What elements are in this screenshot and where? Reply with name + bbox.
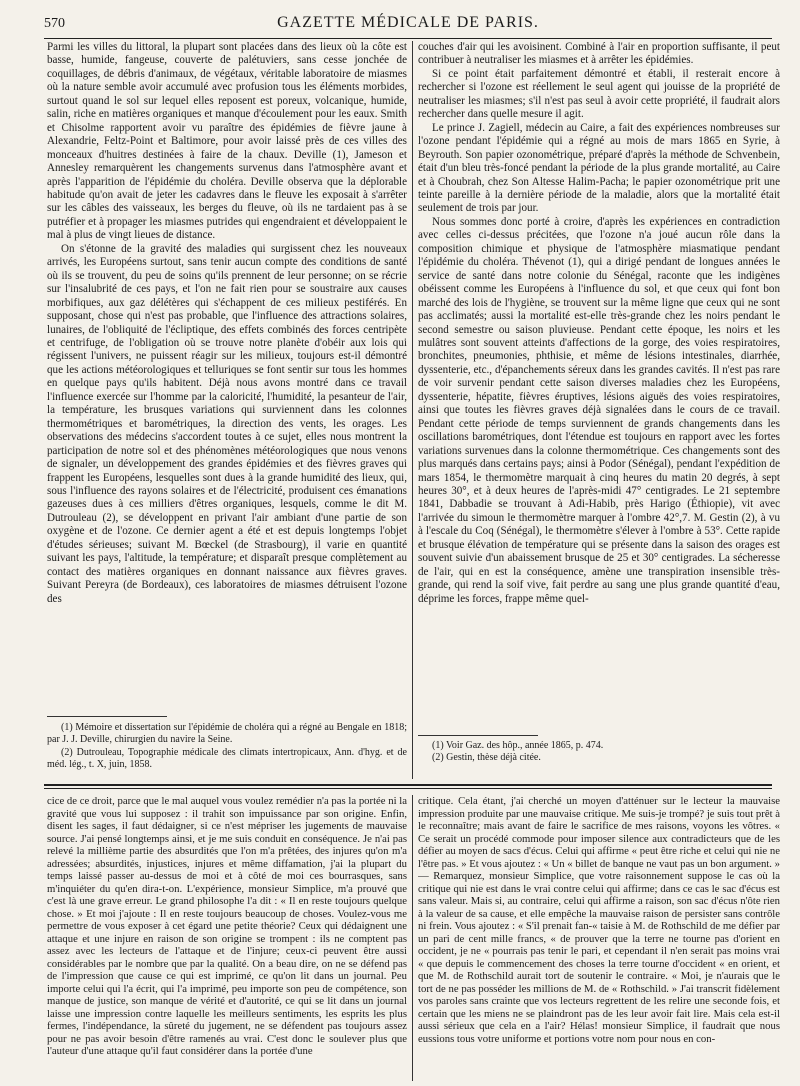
right-paragraph-1: couches d'air qui les avoisinent. Combiné à l'air en proportion suffisante, il peut contribuer à neutraliser les miasmes et à arrêter les épidémies. bbox=[418, 41, 780, 67]
right-paragraph-2: Si ce point était parfaitement démontré et établi, il resterait encore à rechercher si l'ozone est réellement le seul agent qui jouisse de la propriété de neutraliser les miasmes; s'il n'est pas seul à avoir cette propriété, il faudrait alors rechercher dans quelle mesure il agit. bbox=[418, 67, 780, 121]
left-paragraph-2: On s'étonne de la gravité des maladies qui surgissent chez les nouveaux arrivés, les Européens surtout, sans tenir aucun compte des conditions de santé où ils se trouvent, du peu de soins qu'ils prennent de leur personne; on se récrie sur l'insalubrité de ces pays, et l'on ne fait rien pour se soustraire aux causes morbifiques, aux gaz délétères qui s'échappent de ces milieux pestiférés. En supposant, chose qui n'est pas probable, que l'influence des attractions solaires, lunaires, de l'obliquité de l'écliptique, des effets combinés des forces centripète et centrifuge, de l'obligation où se trouve notre planète d'obéir aux lois qui régissent l'univers, ne puissent réagir sur les milieux, toujours est-il démontré que les actions météorologiques et telluriques se font sentir sur tous les hommes en quelque pays qu'ils habitent. Déjà nous avons montré dans ce travail l'influence exercée sur l'homme par la caloricité, l'humidité, la pesanteur de l'air, la température, les brusques variations qui surviennent dans les colonnes thermométriques et barométriques, la direction des vents, les orages. Les observations des médecins s'accordent toutes à ce sujet, elles nous montrent la participation de notre sol et des phénomènes météorologiques que nous venons de signaler, un développement des grandes épidémies et des fièvres graves qui frappent les Européens, lesquelles sont dues à la grande humidité des lieux, qui, sous l'influence des rayons solaires et de l'électricité, produisent ces émanations gazeuses dues à ces milliers d'êtres organiques, lesquels, comme le dit M. Dutrouleau (2), se développent en privant l'air ambiant d'une partie de son oxygène et de l'ozone. Ce dernier agent a été et est depuis longtemps l'objet d'études sérieuses; suivant M. Bœckel (de Strasbourg), il varie en quantité suivant les pays, l'altitude, la température; et disparaît presque complètement au contact des matières organiques en donnant naissance aux fièvres graves. Suivant Pereyra (de Bordeaux), ces laboratoires de miasmes détruisent l'ozone des bbox=[47, 242, 407, 605]
footnote-rule-right bbox=[418, 735, 538, 736]
running-title: GAZETTE MÉDICALE DE PARIS. bbox=[277, 14, 539, 31]
footnotes-left bbox=[47, 722, 407, 772]
header-rule bbox=[44, 38, 772, 39]
footnote-rule-left bbox=[47, 716, 167, 717]
feuilleton-right-column bbox=[418, 795, 780, 1081]
feuilleton-rule bbox=[44, 784, 772, 786]
right-paragraph-4: Nous sommes donc porté à croire, d'après les expériences en contradiction avec celles ci-dessus précitées, que l'ozone n'a joué aucun rôle dans la composition chimique et physique de l'atmosphère miasmatique pendant l'épidémie du choléra. Thévenot (1), qui a dirigé pendant de longues années le service de santé dans notre colonie du Sénégal, raconte que les indigènes obéissent comme les Européens à l'influence du sol, et que ceux qui font bon marché des lois de l'hygiène, se trouvent sur la même ligne que ceux qui ne sont pas acclimatés; aussi la mortalité est-elle très-grande chez les noirs pendant le second semestre ou saison pluvieuse. Pendant cette époque, les noirs et les mulâtres sont souvent atteints d'affections de la gorge, des voies respiratoires, bronchites, pneumonies, phthisie, et même de lésions intestinales, diarrhée, dyssenterie, etc., d'épanchements séreux dans les grandes cavités. Il n'est pas rare de voir survenir pendant cette saison diverses maladies chez les Européens, dyssenterie, hépatite, fièvres éruptives, lésions aiguës des voies respiratoires, ainsi que toutes les fièvres graves déjà signalées dans le cours de ce travail. Pendant cette période de temps surviennent de grands changements dans les oscillations barométriques, dont l'étendue est toujours en rapport avec les fortes variations survenues dans la colonne thermométrique. Ces changements sont des plus marqués dans certains pays; ainsi à Podor (Sénégal), pendant l'expédition de mars 1854, le thermomètre marquait à cinq heures du matin 20 degrés, à sept heures 30°, et à deux heures de l'après-midi 47° centigrades. Le 21 septembre 1841, Dabbadie se trouvant à Adi-Habib, près Harigo (Éthiopie), vit avec l'arrivée du simoun le thermomètre marquer à l'ombre 42°,7. M. Gestin (2), à vu à l'escale du Coq (Sénégal), le thermomètre s'élever à l'ombre à 53°. Cette rapide et brusque élévation de température qui se présente dans la saison des orages est souvent suivie d'un abaissement brusque de 25 et 30° centigrades. La sécheresse de l'air, qui en est la conséquence, amène une transpiration insensible très-grande, qui rend la soif vive, fait perdre au sang une plus grande quantité d'eau, déprime les forces, frappe même quel- bbox=[418, 215, 780, 605]
right-column bbox=[418, 41, 780, 706]
footnote-right-2: (2) Gestin, thèse déjà citée. bbox=[432, 752, 541, 764]
column-divider bbox=[412, 41, 413, 779]
footnotes-right bbox=[418, 740, 780, 765]
right-paragraph-3: Le prince J. Zagiell, médecin au Caire, a fait des expériences nombreuses sur l'ozone pendant l'épidémie qui a régné au mois de mars 1865 en Syrie, à Beyrouth. Son papier ozonométrique, préparé d'après la méthode de Schvenbein, était d'un bleu très-foncé pendant la période de la plus grande mortalité, au Caire et à Choubrah, chez Son Altesse Halim-Pacha; le papier ozonométrique prit une teinte pareille à la dernière période de la maladie, alors que la mortalité était seulement de trois par jour. bbox=[418, 121, 780, 215]
feuilleton-left-column bbox=[47, 795, 407, 1081]
feuilleton-right-text: critique. Cela étant, j'ai cherché un moyen d'atténuer sur le lecteur la mauvaise impression produite par une mauvaise critique. Me suis-je trompé? je suis tout prêt à le reconnaître; mais avant de faire le sacrifice de mes raisons, voyons les vôtres. « Ce serait un procédé commode pour imposer silence aux contradicteurs que de les défier au moyen de sacs d'écus. Celui qui affirme « peut être riche et celui qui nie ne l'être pas. » Et vous ajoutez : « Un « billet de banque ne vaut pas un bon argument. » — Remarquez, monsieur Simplice, que votre raisonnement suppose le cas où la critique qui nie est dans le vrai contre celui qui affirme; dans ce cas le sac d'écus est sans valeur. Mais si, au contraire, celui qui affirme a raison, son sac d'écus n'ôte rien à la valeur de sa cause, et elle empêche la mauvaise raison de persister sans contrôle ni frein. Vous ajoutez : « S'il prenait fan-« taisie à M. de Rothschild de me défier par un pari de cent mille francs, « de prouver que la terre ne tourne pas d'orient en occident, je ne « pourrais pas tenir le pari, et cependant il n'en serait pas moins vrai « que depuis le commencement des choses la terre tourne d'occident « en orient, et que M. de Rothschild aurait tort de soutenir le contraire. « Moi, je n'aurais que le tort de ne pas posséder les millions de M. de « Rothschild. » J'ai transcrit fidèlement vos paroles sans crainte que vos lecteurs regrettent de les relire une seconde fois, et certain que les miens ne se plaindront pas de les leur avoir fait lire. Mais cela est-il aussi sérieux que cela en a l'air? Hélas! monsieur Simplice, il faudrait que nous eussions tous votre uniforme et portions votre nom pour nous en con- bbox=[418, 795, 780, 1045]
page-header bbox=[44, 12, 772, 34]
footnote-right-1: (1) Voir Gaz. des hôp., année 1865, p. 474. bbox=[432, 740, 604, 751]
page-number: 570 bbox=[44, 16, 65, 31]
feuilleton-rule-thin bbox=[44, 788, 772, 789]
footnote-left-1: (1) Mémoire et dissertation sur l'épidémie de choléra qui a régné au Bengale en 1818; par J. J. Deville, chirurgien du navire la Seine. bbox=[47, 722, 407, 746]
feuilleton-left-text: cice de ce droit, parce que le mal auquel vous voulez remédier n'a pas la portée ni la gravité que vous lui supposez : il trahit son impuissance par son origine. Enfin, disent les sages, il faut dédaigner, si ce n'est mépriser les jugements de mauvaise source. J'ai pensé longtemps ainsi, et je me suis conduit en conséquence. Je n'ai pas relevé la millième partie des absurdités que l'on m'a prêtées, des injures qu'on m'a adressées; absurdités, injustices, injures et même diffamation, j'ai la plupart du temps laissé passer au-dessus de moi et à côté de moi ces bourrasques, sans m'inquiéter du qu'en dira-t-on. L'expérience, monsieur Simplice, m'a prouvé que c'est là une grave erreur. Le grand philosophe l'a dit : « Il en reste toujours quelque chose. » Et moi j'ajoute : Il en reste toujours beaucoup de choses. Voulez-vous me permettre de vous exposer à cet égard une petite théorie? Ceux qui dédaignent une attaque et une injure en raison de son origine se trompent : ils ne comptent pas assez avec les lecteurs de l'attaque et de l'injure; ceux-ci peuvent être aussi considérables par le nombre que par la qualité. On a beau dire, on ne se défend pas de l'impression que cause ce qui est imprimé, ce qu'on lit dans un journal. Peu importe celui qui l'a écrit, qui l'a imprimé, peu importe son peu de compétence, son manque de justice, son manque de vérité et d'autorité, ce qui se lit dans un journal laisse une impression contre laquelle les meilleurs sentiments, les esprits les plus fermes, l'indépendance, la sûreté du jugement, ne se défendent pas toujours assez pour ne pas avoir besoin d'être ramenés au vrai. C'est donc le soulever plus que l'auteur d'une attaque qu'il faut considérer dans la portée d'une bbox=[47, 795, 407, 1057]
feuilleton-divider bbox=[412, 795, 413, 1081]
footnote-left-2: (2) Dutrouleau, Topographie médicale des climats intertropicaux, Ann. d'hyg. et de méd. lég., t. X, juin, 1858. bbox=[47, 746, 407, 771]
left-paragraph-1: Parmi les villes du littoral, la plupart sont placées dans des lieux où la côte est basse, humide, fangeuse, couverte de palétuviers, sans cesse jonchée de coquillages, de débris d'animaux, de végétaux, véritable laboratoire de miasmes où la nature semble avoir accumulé avec profusion tous les éléments morbides, surtout quand le sol sur lequel elles reposent est poreux, volcanique, humide, salin, riche en matières organiques et manque d'écoulement pour les eaux. Smith et Chisolme rapportent avoir vu paraître des épidémies de fièvre jaune à Alexandrie, Feltz-Point et Baltimore, pour avoir laissé près de ces villes des monceaux d'huitres destinées à faire de la chaux. Deville (1), Jameson et Annesley remarquèrent les changements survenus dans l'atmosphère avant et après l'apparition de l'épidémie du choléra. Deville observa que la déplorable habitude qu'on avait de jeter les cadavres dans le fleuve les exposait à s'arrêter sur les câbles des vaisseaux, les berges du fleuve, où ils ne tardaient pas à se putréfier et à propager les miasmes putrides qui engendraient et développaient le mal à plus de vingt lieues de distance. bbox=[47, 41, 407, 242]
left-column bbox=[47, 41, 407, 706]
